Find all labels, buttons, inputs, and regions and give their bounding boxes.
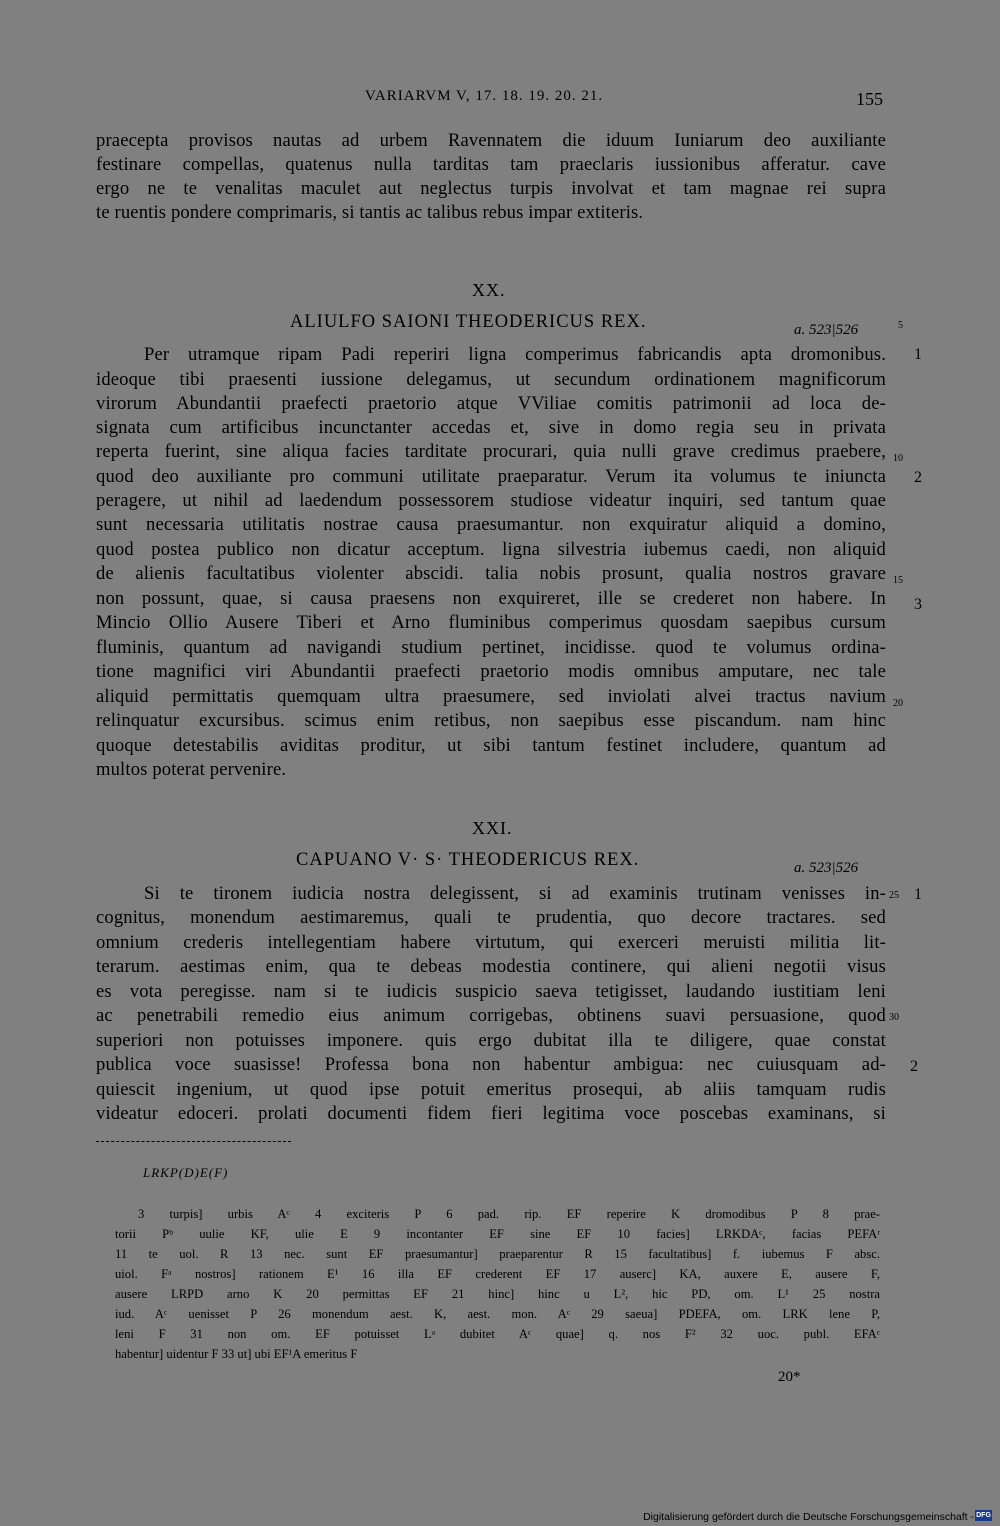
text-line: publica voce suasisse! Professa bona non habentur ambigua: nec cuiusquam ad-	[96, 1054, 886, 1075]
text-line: fluminis, quantum ad navigandi studium pertinet, incidisse. quod te volumus ordina-	[96, 637, 886, 658]
text-line: relinquatur excursibus. scimus enim retibus, non saepibus esse piscandum. nam hinc	[96, 710, 886, 731]
apparatus-line: ausere LRPD arno K 20 permittas EF 21 hinc] hinc u L², hic PD, om. L¹ 25 nostra	[115, 1287, 880, 1301]
margin-line-number: 10	[893, 453, 903, 464]
text-line: peragere, ut nihil ad laedendum possessorem studiose videatur inquiri, sed tantum quae	[96, 490, 886, 511]
text-line: praecepta provisos nautas ad urbem Ravennatem die iduum Iuniarum deo auxiliante	[96, 130, 886, 151]
text-line: non possunt, quae, si causa praesens non exquireret, ille se crederet non habere. In	[96, 588, 886, 609]
page-number: 155	[856, 89, 883, 109]
text-line: multos poterat pervenire.	[96, 759, 287, 780]
text-line: ideoque tibi praesenti iussione delegamus, ut secundum ordinationem magnificorum	[96, 369, 886, 390]
section-number: XXI.	[472, 818, 513, 838]
margin-paragraph-number: 1	[914, 886, 922, 903]
margin-paragraph-number: 1	[914, 346, 922, 363]
text-line: quoque detestabilis aviditas proditur, ut sibi tantum festinet includere, quantum ad	[96, 735, 886, 756]
text-line: festinare compellas, quatenus nulla tarditas tam praeclaris iussionibus afferatur. cave	[96, 154, 886, 175]
margin-paragraph-number: 3	[914, 596, 922, 613]
text-line: ac penetrabili remedio eius animum corrigebas, obtinens suavi persuasione, quod	[96, 1005, 886, 1026]
margin-line-number: 30	[889, 1012, 899, 1023]
apparatus-line: habentur] uidentur F 33 ut] ubi EF¹A emeritus F	[115, 1347, 358, 1361]
text-line: cognitus, monendum aestimaremus, quali te prudentia, quo decore tractares. sed	[96, 907, 886, 928]
text-line: quiescit ingenium, ut quod ipse potuit emeritus prosequi, ab aliis tamquam rudis	[96, 1079, 886, 1100]
text-line: tione magnifici viri Abundantii praefecti praetorio modis omnibus amputare, nec tale	[96, 661, 886, 682]
text-line: terarum. aestimas enim, qua te debeas modestia continere, qui alieni negotii visus	[96, 956, 886, 977]
section-date: a. 523|526	[794, 322, 859, 338]
text-line: Si te tironem iudicia nostra delegissent, si ad examinis trutinam venisses in-	[144, 883, 886, 904]
apparatus-line: iud. Aᶜ uenisset P 26 monendum aest. K, aest. mon. Aᶜ 29 saeua] PDEFA, om. LRK lene P,	[115, 1307, 880, 1321]
apparatus-line: uiol. Fᵃ nostros] rationem E¹ 16 illa EF crederent EF 17 auserc] KA, auxere E, ausere F,	[115, 1267, 880, 1281]
text-line: superiori non potuisses imponere. quis ergo dubitat illa te diligere, quae constat	[96, 1030, 886, 1051]
text-line: videatur edoceri. prolati documenti fidem fieri legitima voce poscebas examinans, si	[96, 1103, 886, 1124]
margin-line-number: 15	[893, 575, 903, 586]
manuscript-sigla: LRKP(D)E(F)	[143, 1165, 229, 1180]
section-date: a. 523|526	[794, 860, 859, 876]
text-line: Mincio Ollio Ausere Tiberi et Arno fluminibus comperimus quosdam saepibus cursum	[96, 612, 886, 633]
apparatus-line: leni F 31 non om. EF potuisset Lᵃ dubitet Aᶜ quae] q. nos F² 32 uoc. publ. EFAᶜ	[115, 1327, 880, 1341]
signature-mark: 20*	[778, 1369, 801, 1385]
text-line: reperta fuerint, sine aliqua facies tarditate procurari, quia nulli grave credimus praebere,	[96, 441, 886, 462]
margin-line-number: 20	[893, 698, 903, 709]
section-number: XX.	[472, 280, 506, 300]
text-line: es vota peregisse. nam si te iudicis suspicio saeva tetigisset, laudando iustitiam leni	[96, 981, 886, 1002]
section-title: ALIULFO SAIONI THEODERICUS REX.	[290, 312, 647, 332]
apparatus-line: 11 te uol. R 13 nec. sunt EF praesumantur] praeparentur R 15 facultatibus] f. iubemus F absc.	[115, 1247, 880, 1261]
text-line: sunt necessaria utilitatis nostrae causa praesumantur. non exquiratur aliquid a domino,	[96, 514, 886, 535]
text-line: omnium crederis intellegentiam habere virtutum, qui exerceri meruisti militia lit-	[96, 932, 886, 953]
text-line: quod postea publico non dicatur acceptum. ligna silvestria iubemus caedi, non aliquid	[96, 539, 886, 560]
text-line: de alienis facultatibus violenter abscidi. talia nobis prosunt, qualia nostros gravare	[96, 563, 886, 584]
margin-line-number: 5	[898, 320, 903, 331]
margin-paragraph-number: 2	[914, 469, 922, 486]
text-line: virorum Abundantii praefecti praetorio atque VViliae comitis patrimonii ad loca de-	[96, 393, 886, 414]
text-line: signata cum artificibus incunctanter accedas et, sive in domo regia seu in privata	[96, 417, 886, 438]
text-line: aliquid permittatis quemquam ultra praesumere, sed inviolati alvei tractus navium	[96, 686, 886, 707]
text-line: quod deo auxiliante pro communi utilitate praeparatur. Verum ita volumus te iniuncta	[96, 466, 886, 487]
text-line: te ruentis pondere comprimaris, si tantis ac talibus rebus impar extiteris.	[96, 202, 644, 223]
digitization-credit: Digitalisierung gefördert durch die Deutsche Forschungsgemeinschaft -	[643, 1511, 974, 1523]
dfg-logo-icon: DFG	[976, 1512, 991, 1519]
margin-line-number: 25	[889, 890, 899, 901]
text-line: Per utramque ripam Padi reperiri ligna comperimus fabricandis apta dromonibus.	[144, 344, 886, 365]
apparatus-line: torii Pᵇ uulie KF, ulie E 9 incontanter EF sine EF 10 facies] LRKDAᶜ, facias PEFAʳ	[115, 1227, 880, 1241]
section-title: CAPUANO V· S· THEODERICUS REX.	[296, 850, 640, 870]
text-line: ergo ne te venalitas maculet aut neglectus turpis involvat et tam magnae rei supra	[96, 178, 886, 199]
running-head: VARIARVM V, 17. 18. 19. 20. 21.	[365, 88, 604, 104]
margin-paragraph-number: 2	[910, 1058, 918, 1075]
footnote-rule	[96, 1141, 291, 1142]
apparatus-line: 3 turpis] urbis Aᶜ 4 exciteris P 6 pad. rip. EF reperire K dromodibus P 8 prae-	[138, 1207, 880, 1221]
